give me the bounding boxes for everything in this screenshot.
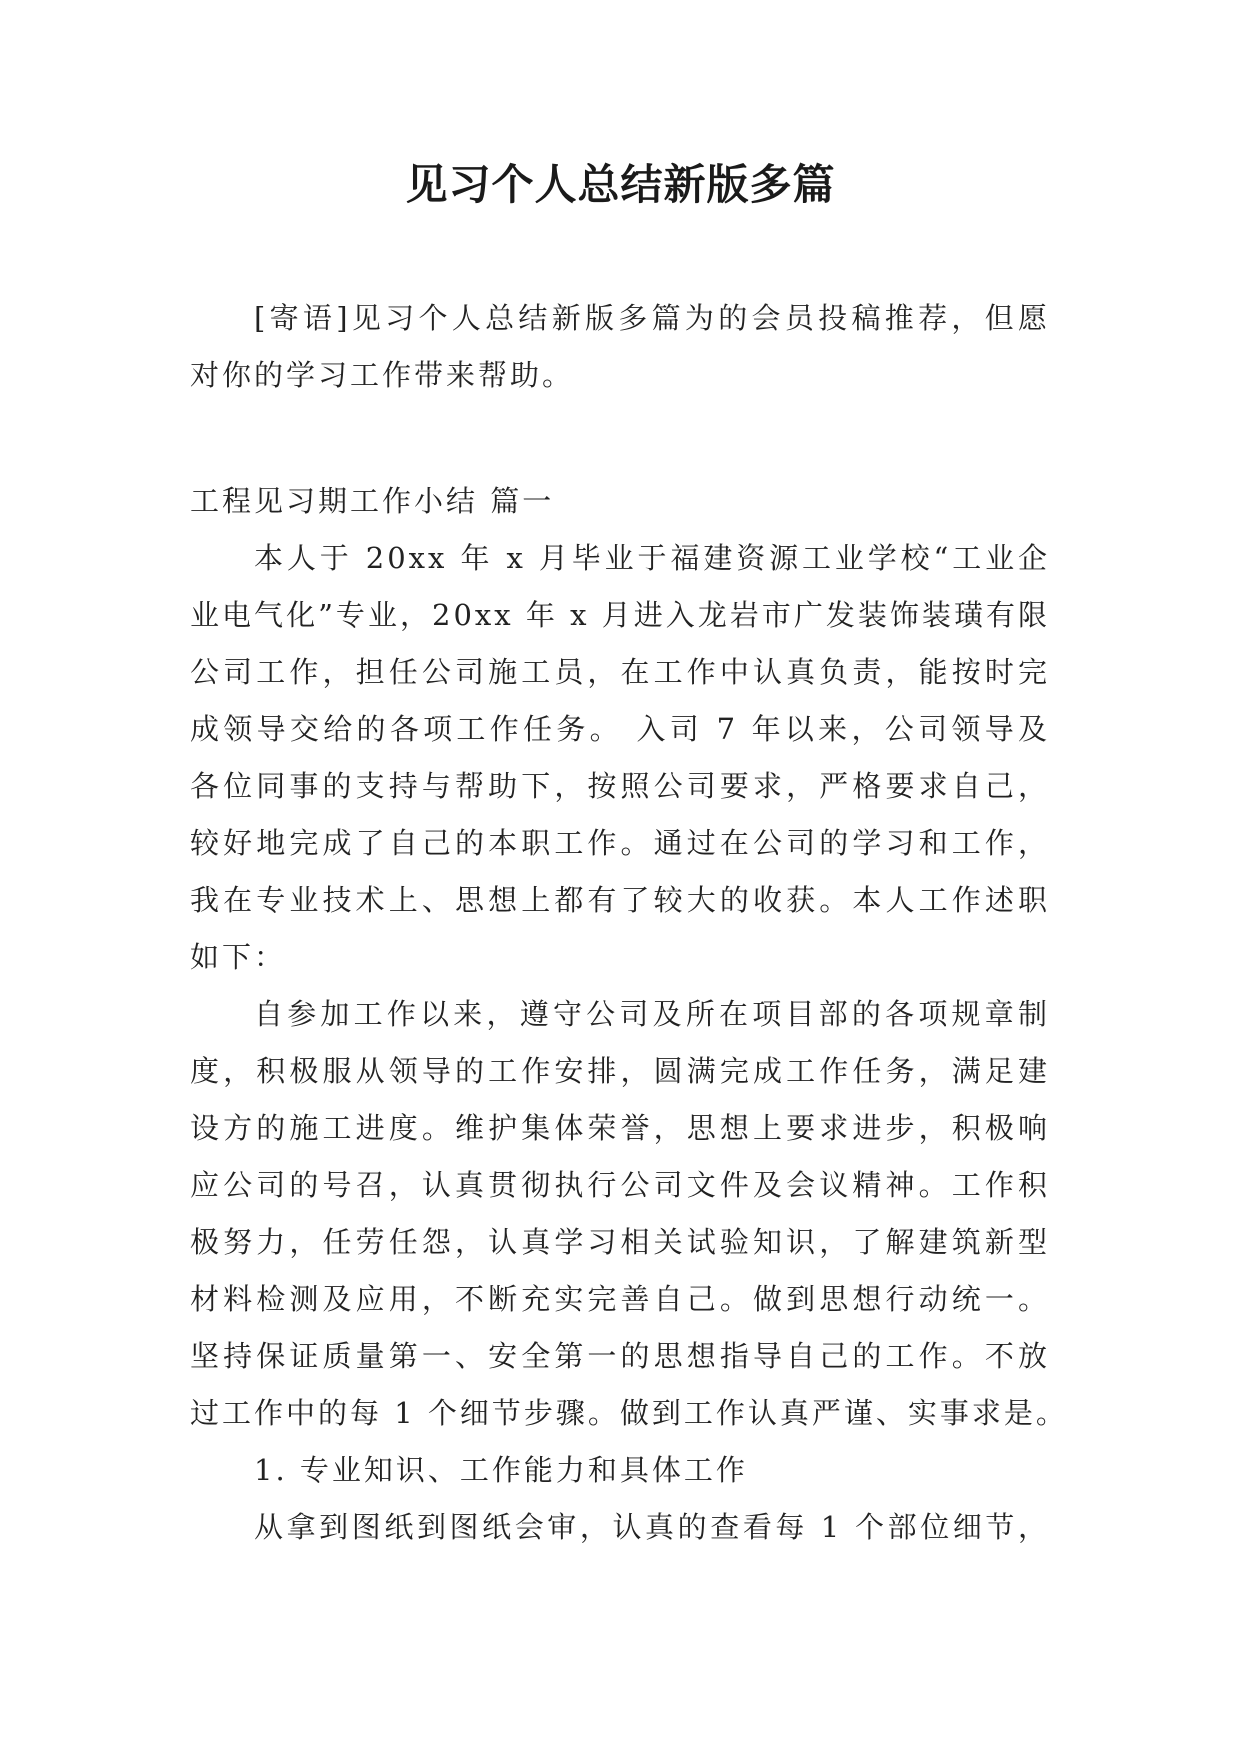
text-line: 材料检测及应用，不断充实完善自己。做到思想行动统一。 <box>190 1282 1050 1316</box>
text-line: 对你的学习工作带来帮助。 <box>190 358 575 392</box>
text-line: 应公司的号召，认真贯彻执行公司文件及会议精神。工作积 <box>190 1168 1050 1202</box>
paragraph <box>190 1499 1050 1556</box>
paragraph <box>190 530 1050 986</box>
text-line: [寄语]见习个人总结新版多篇为的会员投稿推荐，但愿 <box>254 301 1050 335</box>
text-line: 自参加工作以来，遵守公司及所在项目部的各项规章制 <box>254 997 1050 1031</box>
text-line: 极努力，任劳任怨，认真学习相关试验知识，了解建筑新型 <box>190 1225 1050 1259</box>
text-line: 设方的施工进度。维护集体荣誉，思想上要求进步，积极响 <box>190 1111 1050 1145</box>
subheading: 1. 专业知识、工作能力和具体工作 <box>254 1453 748 1487</box>
text-line: 如下： <box>190 940 287 974</box>
document-body <box>190 290 1068 1556</box>
text-line: 各位同事的支持与帮助下，按照公司要求，严格要求自己， <box>190 769 1050 803</box>
text-line: 度，积极服从领导的工作安排，圆满完成工作任务，满足建 <box>190 1054 1050 1088</box>
text-line: 公司工作，担任公司施工员，在工作中认真负责，能按时完 <box>190 655 1050 689</box>
text-line: 坚持保证质量第一、安全第一的思想指导自己的工作。不放 <box>190 1339 1050 1373</box>
text-line: 业电气化”专业，20xx 年 x 月进入龙岩市广发装饰装璜有限 <box>190 598 1050 632</box>
text-line: 从拿到图纸到图纸会审，认真的查看每 1 个部位细节， <box>254 1510 1050 1544</box>
document-title: 见习个人总结新版多篇 <box>405 160 836 209</box>
paragraph-gap <box>190 404 1050 473</box>
text-line: 本人于 20xx 年 x 月毕业于福建资源工业学校“工业企 <box>254 541 1050 575</box>
text-line: 我在专业技术上、思想上都有了较大的收获。本人工作述职 <box>190 883 1050 917</box>
section-heading: 工程见习期工作小结 篇一 <box>190 484 555 518</box>
text-line: 过工作中的每 1 个细节步骤。做到工作认真严谨、实事求是。 <box>190 1396 1068 1430</box>
paragraph <box>190 986 1068 1442</box>
intro-paragraph <box>190 290 1050 404</box>
text-line: 较好地完成了自己的本职工作。通过在公司的学习和工作， <box>190 826 1050 860</box>
text-line: 成领导交给的各项工作任务。 入司 7 年以来，公司领导及 <box>190 712 1050 746</box>
